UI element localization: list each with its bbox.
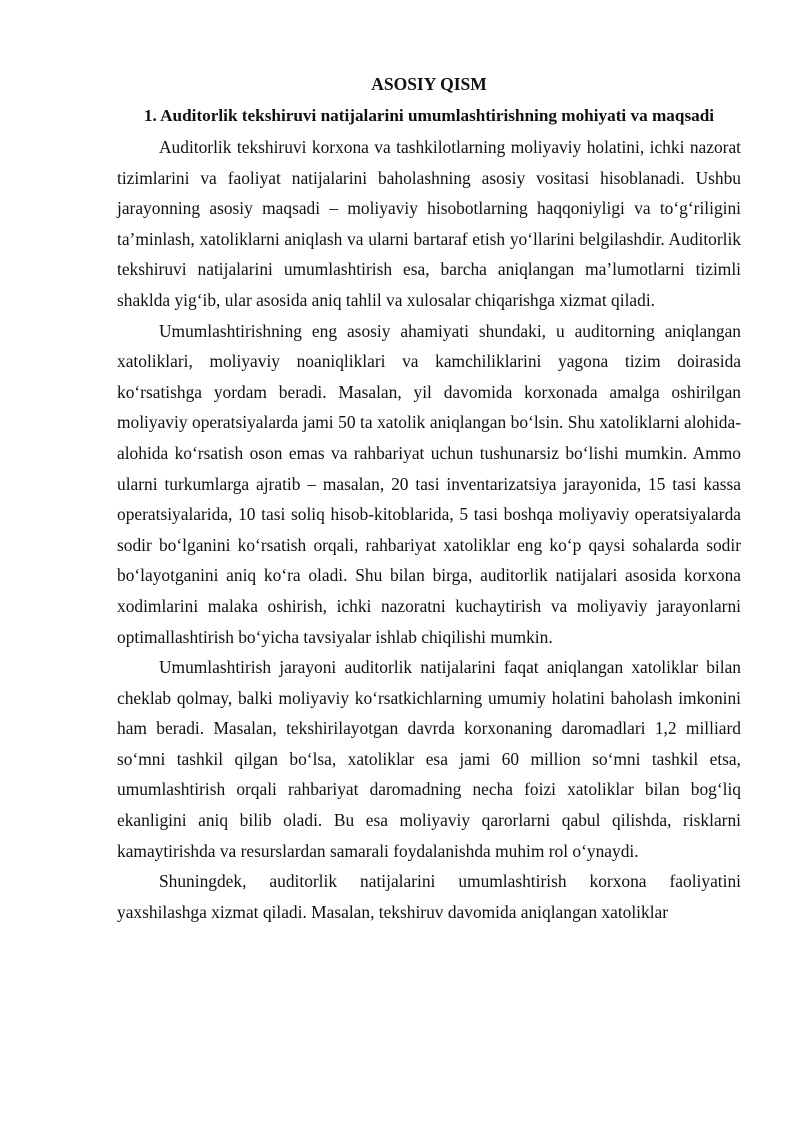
paragraph: Umumlashtirish jarayoni auditorlik natijalarini faqat aniqlangan xatoliklar bilan cheklab qolmay, balki moliyaviy ko‘rsatkichlarning umumiy holatini baholash imkonini ham beradi. Masalan, tekshirilayotgan davrda korxonaning daromadlari 1,2 milliard so‘mni tashkil qilgan bo‘lsa, xatoliklar esa jami 60 million so‘mni tashkil etsa, umumlashtirish orqali rahbariyat daromadning necha foizi xatoliklar bilan bog‘liq ekanligini aniq bilib oladi. Bu esa moliyaviy qarorlarni qabul qilishda, risklarni kamaytirishda va resurslardan samarali foydalanishda muhim rol o‘ynaydi. [117,657,741,861]
paragraph: Umumlashtirishning eng asosiy ahamiyati shundaki, u auditorning aniqlangan xatoliklari, moliyaviy noaniqliklari va kamchiliklarini yagona tizim doirasida ko‘rsatishga yordam beradi. Masalan, yil davomida korxonada amalga oshirilgan moliyaviy operatsiyalarda jami 50 ta xatolik aniqlangan bo‘lsin. Shu xatoliklarni alohida-alohida ko‘rsatish oson emas va rahbariyat uchun tushunarsiz bo‘lishi mumkin. Ammo ularni turkumlarga ajratib – masalan, 20 tasi inventarizatsiya jarayonida, 15 tasi kassa operatsiyalarida, 10 tasi soliq hisob-kitoblarida, 5 tasi boshqa moliyaviy operatsiyalarda sodir bo‘lganini ko‘rsatish orqali, rahbariyat xatoliklar eng ko‘p qaysi sohalarda sodir bo‘layotganini aniq ko‘ra oladi. Shu bilan birga, auditorlik natijalari asosida korxona xodimlarini malaka oshirish, ichki nazoratni kuchaytirish va moliyaviy jarayonlarni optimallashtirish bo‘yicha tavsiyalar ishlab chiqilishi mumkin. [117,320,741,647]
paragraph: Shuningdek, auditorlik natijalarini umumlashtirish korxona faoliyatini yaxshilashga xizmat qiladi. Masalan, tekshiruv davomida aniqlangan xatoliklar [117,871,741,922]
paragraph: Auditorlik tekshiruvi korxona va tashkilotlarning moliyaviy holatini, ichki nazorat tizimlarini va faoliyat natijalarini baholashning asosiy vositasi hisoblanadi. Ushbu jarayonning asosiy maqsadi – moliyaviy hisobotlarning haqqoniyligi va to‘g‘riligini ta’minlash, xatoliklarni aniqlash va ularni bartaraf etish yo‘llarini belgilashdir. Auditorlik tekshiruvi natijalarini umumlashtirish esa, barcha aniqlangan ma’lumotlarni tizimli shaklda yig‘ib, ular asosida aniq tahlil va xulosalar chiqarishga xizmat qiladi. [117,137,741,310]
section-title: ASOSIY QISM [371,74,487,94]
document-page [117,72,741,927]
subsection-title: 1. Auditorlik tekshiruvi natijalarini umumlashtirishning mohiyati va maqsadi [143,106,715,125]
